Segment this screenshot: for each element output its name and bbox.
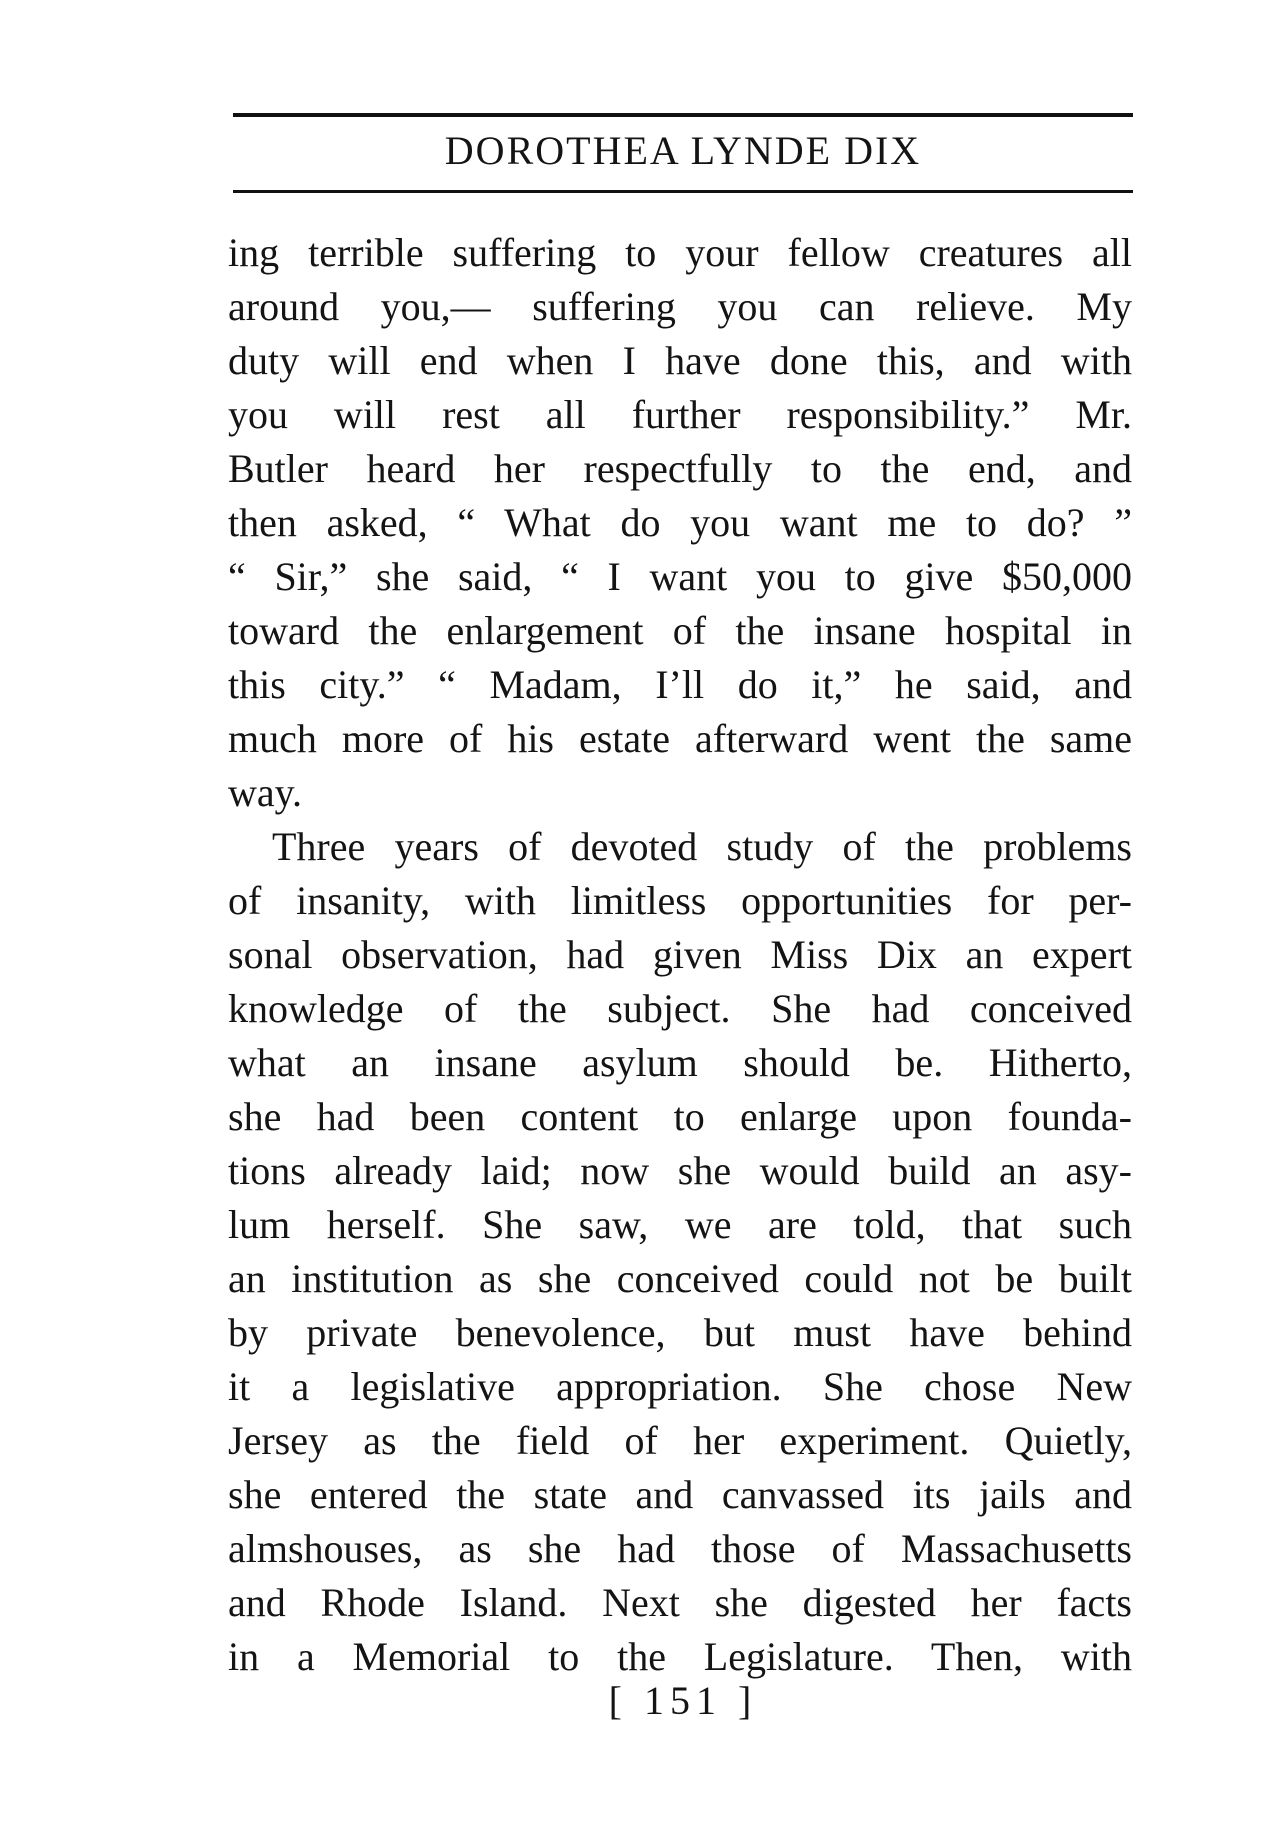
text-line: it a legislative appropriation. She chose New <box>228 1364 1132 1409</box>
text-line: this city.” “ Madam, I’ll do it,” he said, and <box>228 662 1132 707</box>
running-head: DOROTHEA LYNDE DIX <box>444 128 922 173</box>
text-line: she entered the state and canvassed its jails and <box>228 1472 1132 1517</box>
page-number: [ 151 ] <box>608 1678 758 1723</box>
paragraph-1 <box>228 226 1132 820</box>
text-line: an institution as she conceived could not be built <box>228 1256 1132 1301</box>
text-line: “ Sir,” she said, “ I want you to give $50,000 <box>228 554 1132 599</box>
text-line: sonal observation, had given Miss Dix an expert <box>228 932 1132 977</box>
body-text <box>228 226 1132 1684</box>
text-line: way. <box>228 770 303 815</box>
text-line: lum herself. She saw, we are told, that such <box>228 1202 1132 1247</box>
header-rule-bottom <box>233 190 1133 193</box>
text-line: by private benevolence, but must have behind <box>228 1310 1132 1355</box>
text-line: knowledge of the subject. She had conceived <box>228 986 1132 1031</box>
text-line: then asked, “ What do you want me to do? ” <box>228 500 1132 545</box>
text-line: around you,— suffering you can relieve. My <box>228 284 1132 329</box>
text-line: duty will end when I have done this, and with <box>228 338 1132 383</box>
text-line: of insanity, with limitless opportunities for per- <box>228 878 1132 923</box>
text-line: almshouses, as she had those of Massachusetts <box>228 1526 1132 1571</box>
text-line: what an insane asylum should be. Hitherto, <box>228 1040 1132 1085</box>
text-line: you will rest all further responsibility.” Mr. <box>228 392 1132 437</box>
text-line: Butler heard her respectfully to the end, and <box>228 446 1132 491</box>
text-line: ing terrible suffering to your fellow creatures all <box>228 230 1132 275</box>
text-line: she had been content to enlarge upon founda- <box>228 1094 1132 1139</box>
paragraph-2 <box>228 820 1132 1684</box>
text-line: tions already laid; now she would build an asy- <box>228 1148 1132 1193</box>
text-line: Three years of devoted study of the problems <box>272 824 1132 869</box>
text-line: in a Memorial to the Legislature. Then, with <box>228 1634 1132 1679</box>
text-line: much more of his estate afterward went the same <box>228 716 1132 761</box>
text-line: toward the enlargement of the insane hospital in <box>228 608 1132 653</box>
header-rule-top <box>233 113 1133 117</box>
text-line: and Rhode Island. Next she digested her facts <box>228 1580 1132 1625</box>
text-line: Jersey as the field of her experiment. Quietly, <box>228 1418 1132 1463</box>
